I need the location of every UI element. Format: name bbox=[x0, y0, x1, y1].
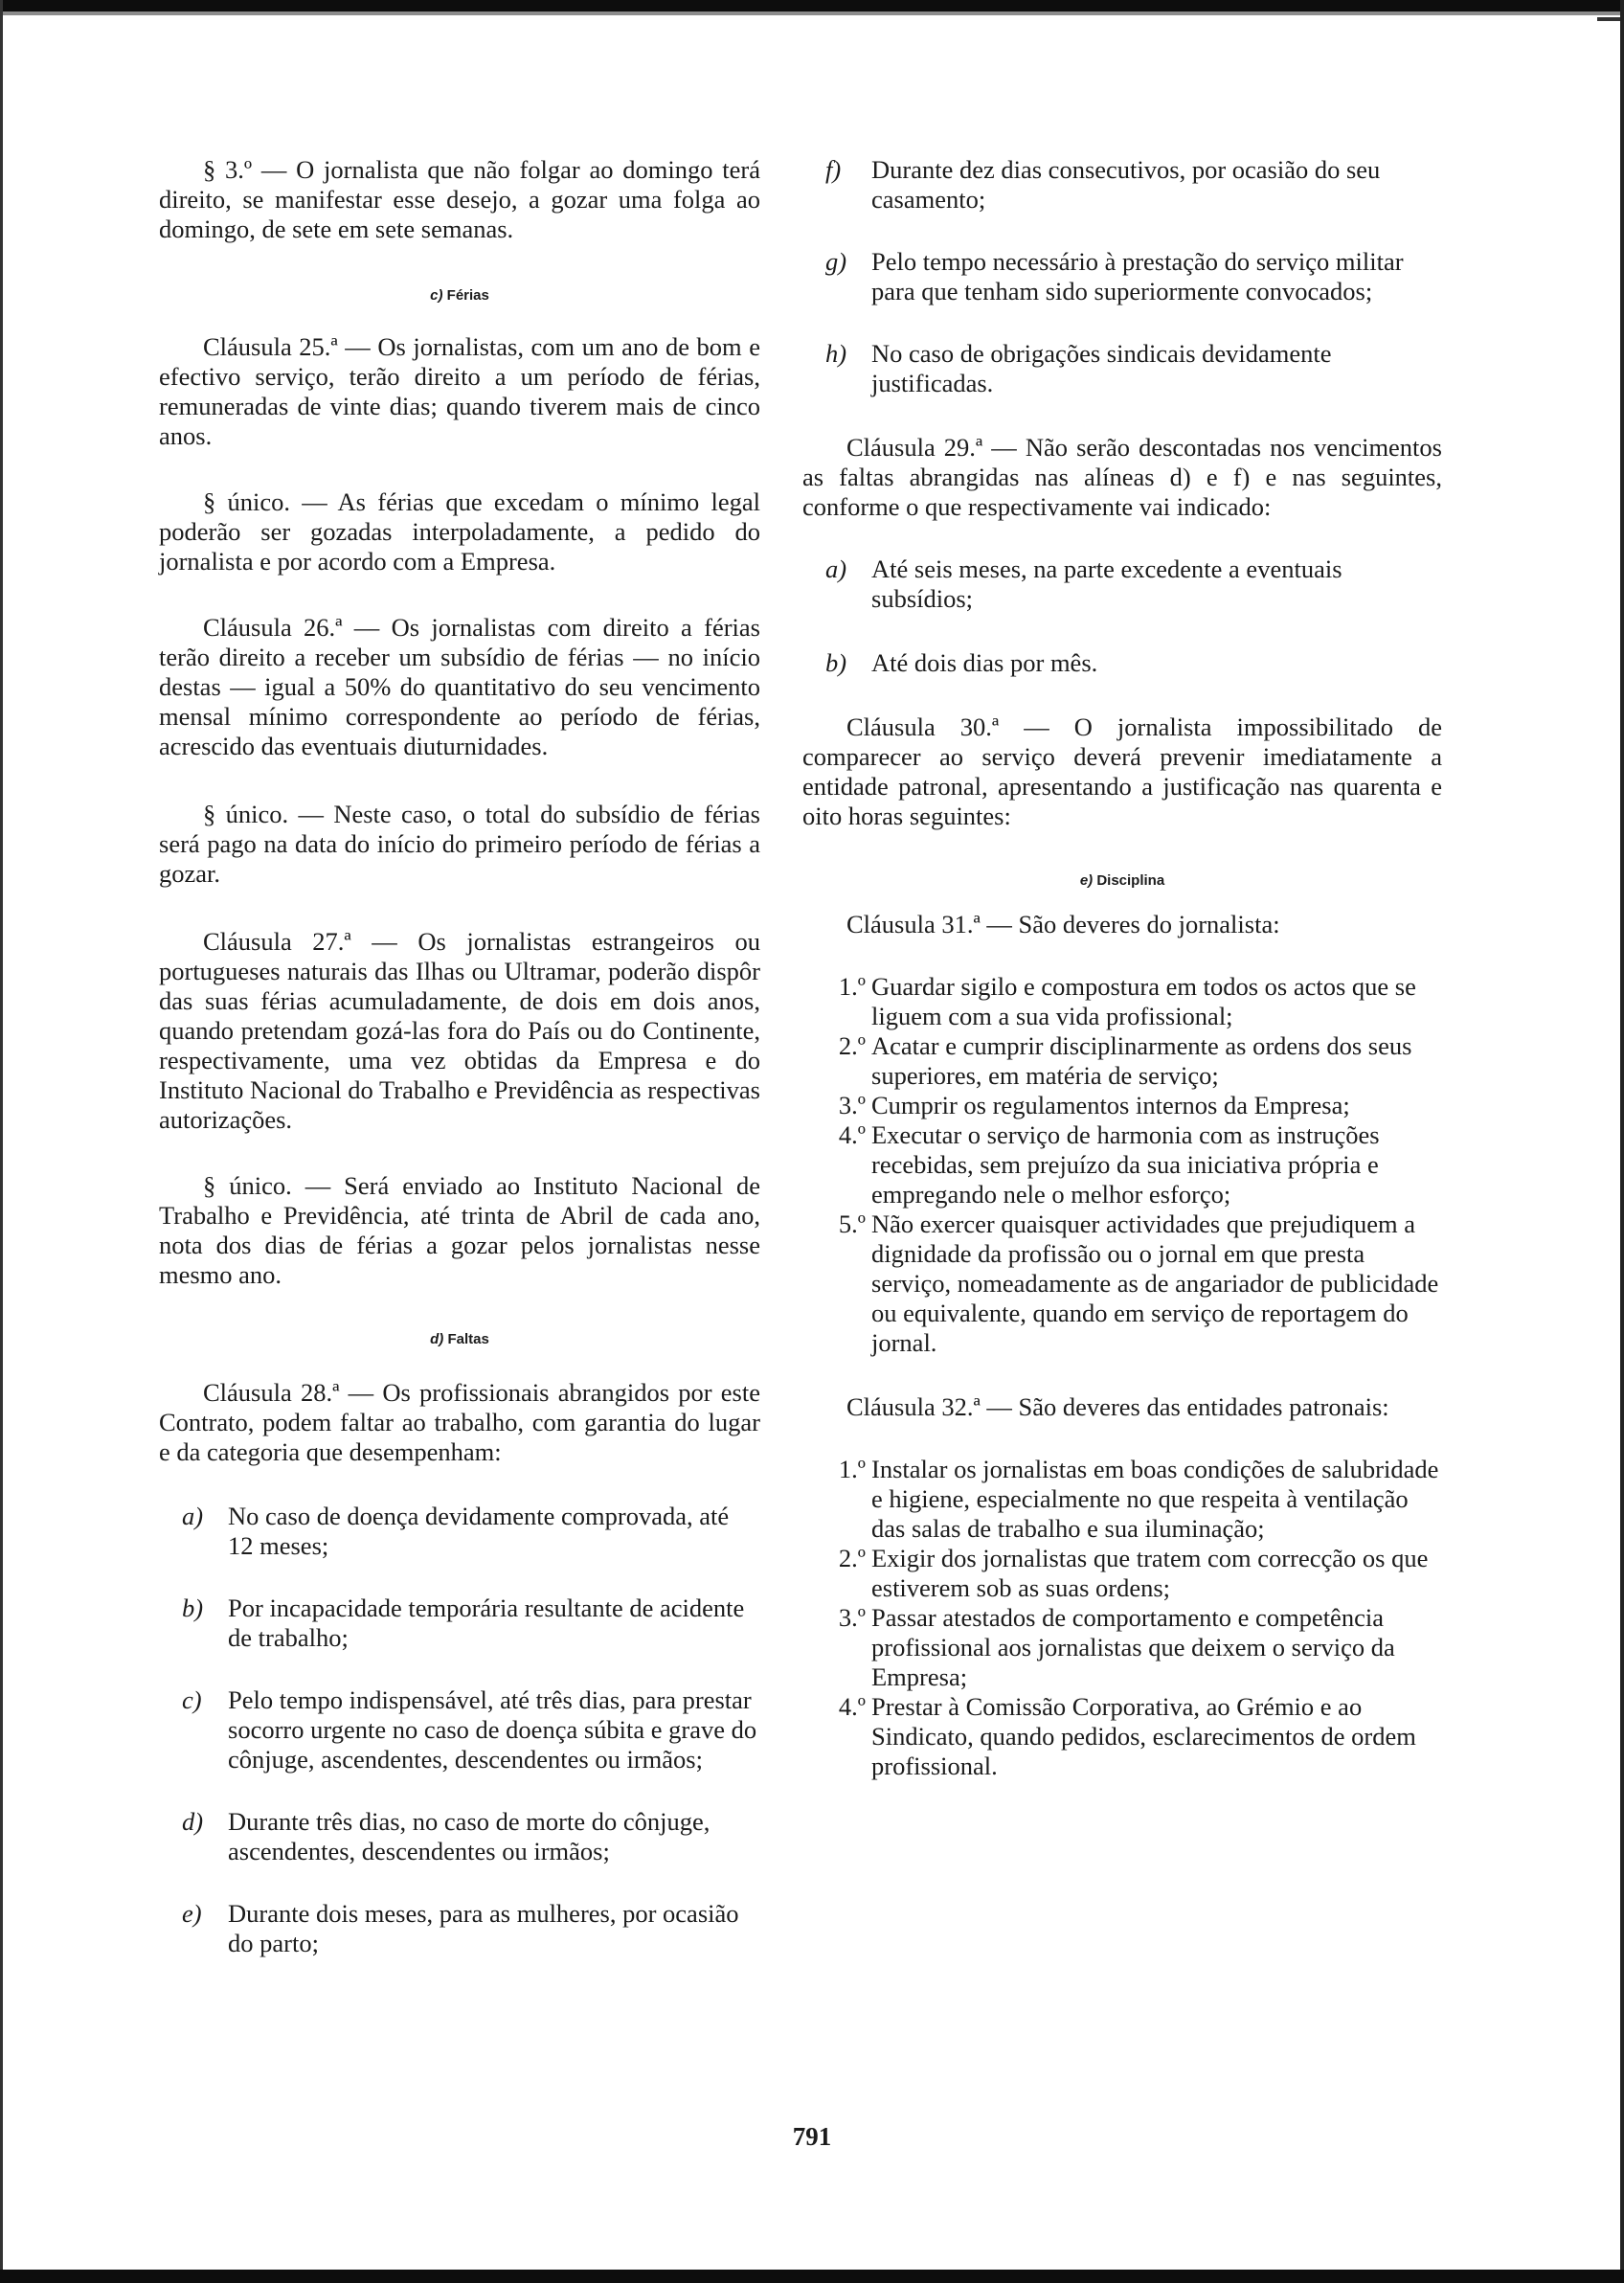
list-item bbox=[802, 247, 1442, 306]
item-marker: b) bbox=[825, 648, 847, 677]
list-item bbox=[802, 339, 1442, 398]
item-text: Durante três dias, no caso de morte do cônjuge, ascendentes, descendentes ou irmãos; bbox=[228, 1807, 710, 1865]
section-title: Disciplina bbox=[1096, 872, 1165, 889]
clause-25-single-paragraph: § único. — As férias que excedam o mínimo legal poderão ser gozadas interpoladamente, a pedido do jornalista e por acordo com a Empresa. bbox=[159, 487, 760, 576]
scan-left-edge bbox=[0, 0, 3, 2283]
item-marker: 2.º bbox=[838, 1031, 866, 1060]
clause-26-single-paragraph: § único. — Neste caso, o total do subsídio de férias será pago na data do início do primeiro período de férias a gozar. bbox=[159, 800, 760, 888]
item-marker: e) bbox=[182, 1899, 202, 1928]
list-item bbox=[802, 972, 1442, 1031]
clause-32: Cláusula 32.ª — São deveres das entidades patronais: bbox=[846, 1392, 1389, 1421]
item-marker: 3.º bbox=[838, 1603, 866, 1632]
item-marker: 3.º bbox=[838, 1091, 866, 1119]
item-marker: a) bbox=[825, 554, 847, 583]
section-label: d) bbox=[430, 1331, 444, 1347]
item-marker: 4.º bbox=[838, 1120, 866, 1149]
clause-29: Cláusula 29.ª — Não serão descontadas nos vencimentos as faltas abrangidas nas alíneas d) e f) e nas seguintes, conforme o que respectivamente vai indicado: bbox=[802, 433, 1442, 521]
right-column bbox=[802, 155, 1442, 1781]
section-heading-faltas bbox=[159, 1330, 760, 1349]
item-marker: 1.º bbox=[838, 972, 866, 1001]
section-title: Férias bbox=[446, 287, 489, 304]
item-text: Acatar e cumprir disciplinarmente as ordens dos seus superiores, em matéria de serviço; bbox=[871, 1031, 1412, 1090]
item-text: Até dois dias por mês. bbox=[871, 648, 1098, 677]
clause-26: Cláusula 26.ª — Os jornalistas com direito a férias terão direito a receber um subsídio de férias — no início destas — igual a 50% do quantitativo do seu vencimento mensal mínimo correspondente ao período de férias, acrescido das eventuais diuturnidades. bbox=[159, 613, 760, 760]
list-item bbox=[802, 155, 1442, 215]
left-column bbox=[159, 155, 760, 1958]
section-title: Faltas bbox=[447, 1331, 489, 1347]
scan-right-edge bbox=[1620, 0, 1624, 2283]
clause-30: Cláusula 30.ª — O jornalista impossibilitado de comparecer ao serviço deverá prevenir imediatamente a entidade patronal, apresentando a justificação nas quarenta e oito horas seguintes: bbox=[802, 712, 1442, 830]
item-text: Prestar à Comissão Corporativa, ao Grémio e ao Sindicato, quando pedidos, esclarecimentos de ordem profissional. bbox=[871, 1692, 1416, 1780]
list-item bbox=[802, 1692, 1442, 1781]
list-item bbox=[159, 1807, 760, 1866]
scan-bottom-edge bbox=[0, 2270, 1624, 2283]
clause-27: Cláusula 27.ª — Os jornalistas estrangeiros ou portugueses naturais das Ilhas ou Ultramar, poderão dispôr das suas férias acumuladamente, de dois em dois anos, quando pretendam gozá-las fora do País ou do Continente, respectivamente, uma vez obtidas da Empresa e do Instituto Nacional do Trabalho e Previdência as respectivas autorizações. bbox=[159, 927, 760, 1134]
section-label: c) bbox=[430, 287, 443, 304]
list-item bbox=[802, 1455, 1442, 1544]
list-item bbox=[802, 1603, 1442, 1692]
item-text: Pelo tempo necessário à prestação do serviço militar para que tenham sido superiormente convocados; bbox=[871, 247, 1404, 305]
item-text: Instalar os jornalistas em boas condições de salubridade e higiene, especialmente no que respeita à ventilação das salas de trabalho e sua iluminação; bbox=[871, 1455, 1439, 1543]
item-text: Não exercer quaisquer actividades que prejudiquem a dignidade da profissão ou o jornal em que presta serviço, nomeadamente as de angariador de publicidade ou equivalente, quando em serviço de reportagem do jornal. bbox=[871, 1209, 1439, 1357]
paragraph-s3: § 3.º — O jornalista que não folgar ao domingo terá direito, se manifestar esse desejo, a gozar uma folga ao domingo, de sete em sete semanas. bbox=[159, 155, 760, 243]
clause-25: Cláusula 25.ª — Os jornalistas, com um ano de bom e efectivo serviço, terão direito a um período de férias, remuneradas de vinte dias; quando tiverem mais de cinco anos. bbox=[159, 332, 760, 450]
item-text: Executar o serviço de harmonia com as instruções recebidas, sem prejuízo da sua iniciativa própria e empregando nele o melhor esforço; bbox=[871, 1120, 1380, 1209]
item-marker: d) bbox=[182, 1807, 204, 1836]
item-text: Passar atestados de comportamento e competência profissional aos jornalistas que deixem o serviço da Empresa; bbox=[871, 1603, 1395, 1691]
item-marker: 5.º bbox=[838, 1209, 866, 1238]
scan-top-shadow bbox=[0, 11, 1624, 15]
section-label: e) bbox=[1079, 872, 1094, 889]
item-text: Até seis meses, na parte excedente a eventuais subsídios; bbox=[871, 554, 1342, 613]
scan-corner-mark bbox=[1597, 17, 1620, 21]
item-text: Durante dez dias consecutivos, por ocasião do seu casamento; bbox=[871, 155, 1381, 214]
list-item bbox=[802, 1544, 1442, 1603]
list-item bbox=[159, 1899, 760, 1958]
item-marker: 1.º bbox=[838, 1455, 866, 1483]
section-heading-ferias bbox=[159, 286, 760, 305]
item-marker: b) bbox=[182, 1594, 204, 1622]
item-text: Guardar sigilo e compostura em todos os actos que se liguem com a sua vida profissional; bbox=[871, 972, 1416, 1030]
list-item bbox=[159, 1685, 760, 1774]
list-item bbox=[802, 554, 1442, 614]
item-marker: 2.º bbox=[838, 1544, 866, 1572]
list-item bbox=[802, 648, 1442, 678]
clause-28: Cláusula 28.ª — Os profissionais abrangidos por este Contrato, podem faltar ao trabalho, com garantia do lugar e da categoria que desempenham: bbox=[159, 1378, 760, 1466]
list-item bbox=[802, 1031, 1442, 1091]
scan-top-edge bbox=[0, 0, 1624, 11]
clause-31: Cláusula 31.ª — São deveres do jornalista: bbox=[846, 910, 1280, 938]
item-marker: h) bbox=[825, 339, 847, 368]
list-item bbox=[802, 1091, 1442, 1120]
page-number: 791 bbox=[792, 2122, 832, 2151]
item-marker: f) bbox=[825, 155, 842, 184]
list-item bbox=[802, 1120, 1442, 1209]
list-item bbox=[159, 1502, 760, 1561]
item-marker: 4.º bbox=[838, 1692, 866, 1721]
item-text: Durante dois meses, para as mulheres, por ocasião do parto; bbox=[228, 1899, 739, 1957]
item-text: Exigir dos jornalistas que tratem com correcção os que estiverem sob as suas ordens; bbox=[871, 1544, 1429, 1602]
item-text: No caso de obrigações sindicais devidamente justificadas. bbox=[871, 339, 1332, 397]
item-marker: g) bbox=[825, 247, 847, 276]
item-marker: a) bbox=[182, 1502, 204, 1530]
item-text: Cumprir os regulamentos internos da Empresa; bbox=[871, 1091, 1350, 1119]
item-text: Por incapacidade temporária resultante de acidente de trabalho; bbox=[228, 1594, 745, 1652]
list-item bbox=[802, 1209, 1442, 1358]
item-text: Pelo tempo indispensável, até três dias, para prestar socorro urgente no caso de doença súbita e grave do cônjuge, ascendentes, descendentes ou irmãos; bbox=[228, 1685, 757, 1774]
section-heading-disciplina bbox=[802, 871, 1442, 891]
item-marker: c) bbox=[182, 1685, 202, 1714]
clause-27-single-paragraph: § único. — Será enviado ao Instituto Nacional de Trabalho e Previdência, até trinta de Abril de cada ano, nota dos dias de férias a gozar pelos jornalistas nesse mesmo ano. bbox=[159, 1171, 760, 1289]
item-text: No caso de doença devidamente comprovada, até 12 meses; bbox=[228, 1502, 730, 1560]
list-item bbox=[159, 1594, 760, 1653]
